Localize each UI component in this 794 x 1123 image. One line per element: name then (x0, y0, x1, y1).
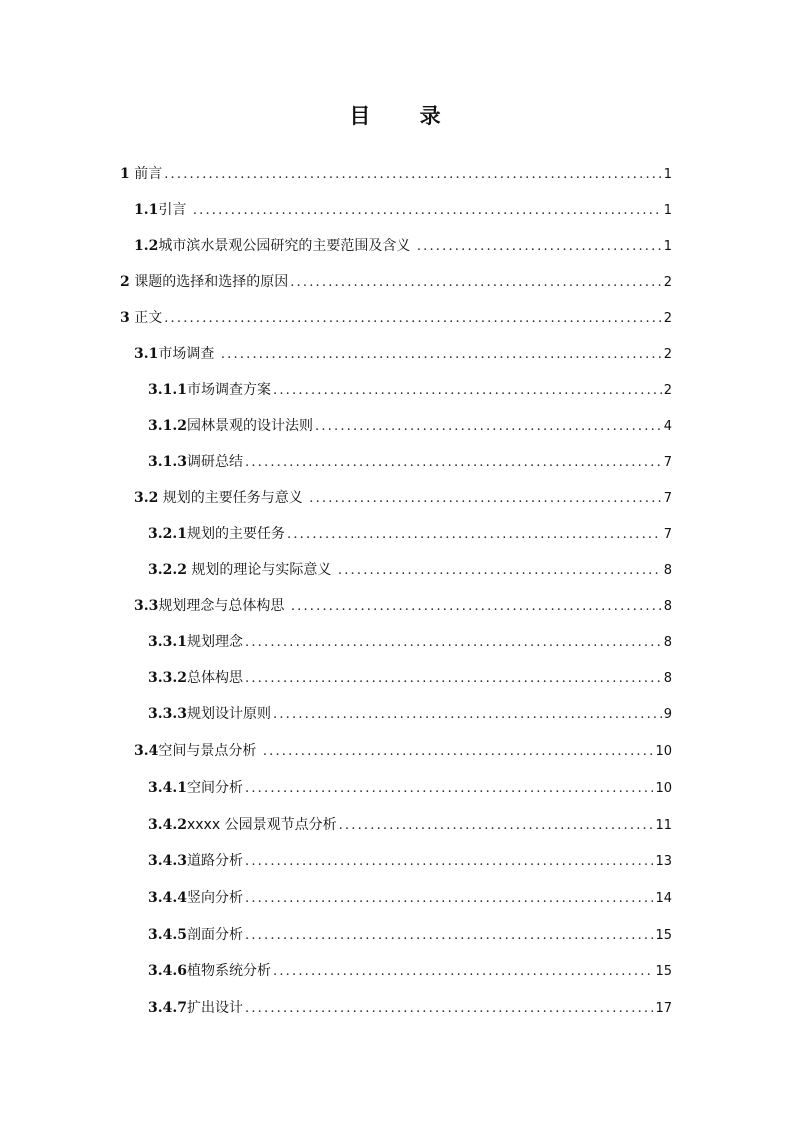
toc-entry[interactable] (120, 264, 672, 300)
toc-entry[interactable] (148, 552, 672, 588)
toc-entry-number: 3.2.2 (148, 562, 187, 578)
dot-leader (315, 409, 662, 445)
toc-entry-title: xxxx 公园景观节点分析 (186, 817, 337, 833)
toc-entry-page: 11 (655, 818, 672, 833)
toc-entry-title: 剖面分析 (186, 927, 243, 943)
dot-leader (245, 991, 653, 1027)
toc-entry-title: 规划理念与总体构思 (158, 598, 289, 614)
dot-leader (164, 301, 662, 337)
toc-entry[interactable] (148, 372, 672, 408)
toc-entry-title: 扩出设计 (186, 1000, 243, 1016)
toc-entry[interactable] (148, 807, 672, 843)
toc-entry-title: 城市滨水景观公园研究的主要范围及含义 (158, 238, 415, 254)
toc-entry-page: 1 (663, 203, 672, 218)
toc-entry[interactable] (148, 408, 672, 444)
toc-entry-page: 4 (663, 419, 672, 434)
toc-entry[interactable] (148, 696, 672, 732)
toc-entry-number: 3.4.1 (148, 780, 187, 796)
dot-leader (291, 589, 662, 625)
toc-entry-page: 7 (663, 527, 672, 542)
toc-entry-page: 2 (663, 275, 672, 290)
toc-entry[interactable] (148, 880, 672, 916)
toc-entry-page: 13 (655, 854, 672, 869)
toc-entry-number: 3.3.1 (148, 634, 187, 650)
toc-entry-title: 课题的选择和选择的原因 (129, 274, 289, 290)
toc-entry-page: 7 (663, 491, 672, 506)
toc-entry-title: 前言 (129, 166, 163, 182)
toc-entry[interactable] (134, 336, 672, 372)
toc-entry-page: 8 (663, 563, 672, 578)
toc-entry[interactable] (148, 660, 672, 696)
toc-entry-number: 3.2 (134, 490, 159, 506)
toc-entry-page: 8 (663, 599, 672, 614)
toc-entry[interactable] (134, 733, 672, 769)
dot-leader (287, 517, 662, 553)
toc-entry-number: 2 (120, 274, 130, 290)
dot-leader (245, 771, 653, 807)
dot-leader (245, 844, 653, 880)
toc-entry-title: 空间与景点分析 (158, 743, 261, 759)
toc-entry-page: 2 (663, 311, 672, 326)
toc-entry-title: 规划理念 (186, 634, 243, 650)
toc-entry-number: 3.1 (134, 346, 159, 362)
toc-entry-number: 3.4.5 (148, 927, 187, 943)
toc-entry-page: 9 (663, 707, 672, 722)
toc-entry-page: 15 (655, 928, 672, 943)
toc-entry-page: 17 (655, 1001, 672, 1016)
dot-leader (245, 881, 653, 917)
toc-entry-page: 8 (663, 635, 672, 650)
toc-entry-title: 道路分析 (186, 853, 243, 869)
toc-entry-title: 植物系统分析 (186, 963, 271, 979)
toc-entry-title: 竖向分析 (186, 890, 243, 906)
toc-entry-page: 2 (663, 383, 672, 398)
toc-entry-page: 7 (663, 455, 672, 470)
toc-entry-number: 3.2.1 (148, 526, 187, 542)
toc-entry[interactable] (148, 990, 672, 1026)
toc-entry[interactable] (134, 192, 672, 228)
toc-entry-number: 1.2 (134, 238, 159, 254)
toc-entry-title: 规划的主要任务 (186, 526, 285, 542)
toc-entry-number: 3.4.3 (148, 853, 187, 869)
toc-entry-number: 3.4.6 (148, 963, 187, 979)
toc-entry-page: 1 (663, 167, 672, 182)
toc-entry[interactable] (148, 444, 672, 480)
toc-entry-title: 正文 (129, 310, 163, 326)
dot-leader (164, 157, 662, 193)
toc-entry-page: 8 (663, 671, 672, 686)
dot-leader (290, 265, 662, 301)
dot-leader (338, 553, 662, 589)
dot-leader (417, 229, 662, 265)
dot-leader (193, 193, 662, 229)
dot-leader (245, 918, 653, 954)
toc-entry-number: 1 (120, 166, 130, 182)
dot-leader (245, 625, 662, 661)
toc-entry-number: 3.4 (134, 743, 159, 759)
toc-entry-title: 总体构思 (186, 670, 243, 686)
dot-leader (273, 373, 662, 409)
toc-entry[interactable] (134, 480, 672, 516)
toc-entry-title: 规划的理论与实际意义 (186, 562, 336, 578)
dot-leader (221, 337, 662, 373)
toc-entry-title: 引言 (158, 202, 191, 218)
toc-entry-number: 3.4.7 (148, 1000, 187, 1016)
toc-entry-title: 规划设计原则 (186, 706, 271, 722)
toc-entry-title: 调研总结 (186, 454, 243, 470)
toc-entry-page: 1 (663, 239, 672, 254)
toc-entry[interactable] (134, 588, 672, 624)
toc-entry-number: 3.3 (134, 598, 159, 614)
toc-entry[interactable] (148, 624, 672, 660)
toc-entry-title: 市场调查方案 (186, 382, 271, 398)
toc-entry-title: 空间分析 (186, 780, 243, 796)
toc-entry[interactable] (120, 300, 672, 336)
toc-entry[interactable] (148, 770, 672, 806)
toc-entry-number: 3.3.3 (148, 706, 187, 722)
toc-entry-title: 市场调查 (158, 346, 219, 362)
dot-leader (273, 697, 662, 733)
toc-entry-number: 3.4.2 (148, 817, 187, 833)
toc-entry[interactable] (148, 953, 672, 989)
toc-entry-title: 园林景观的设计法则 (186, 418, 313, 434)
toc-entry-title: 规划的主要任务与意义 (158, 490, 308, 506)
toc-entry-page: 10 (655, 744, 672, 759)
dot-leader (339, 808, 654, 844)
toc-entry-number: 3.1.3 (148, 454, 187, 470)
toc-entry[interactable] (148, 516, 672, 552)
dot-leader (245, 445, 662, 481)
dot-leader (273, 954, 653, 990)
toc-entry-number: 3.4.4 (148, 890, 187, 906)
toc-entry-number: 3.1.2 (148, 418, 187, 434)
toc-entry-page: 2 (663, 347, 672, 362)
toc-entry-page: 14 (655, 891, 672, 906)
toc-entry-page: 15 (655, 964, 672, 979)
toc-entry[interactable] (120, 156, 672, 192)
toc-entry-page: 10 (655, 781, 672, 796)
toc-title: 目 录 (349, 103, 445, 128)
toc-entry[interactable] (148, 917, 672, 953)
dot-leader (263, 734, 654, 770)
toc-entry[interactable] (148, 843, 672, 879)
toc-entry-number: 1.1 (134, 202, 159, 218)
dot-leader (309, 481, 661, 517)
toc-entry-number: 3 (120, 310, 130, 326)
dot-leader (245, 661, 662, 697)
toc-entry-number: 3.1.1 (148, 382, 187, 398)
toc-entry[interactable] (134, 228, 672, 264)
toc-entry-number: 3.3.2 (148, 670, 187, 686)
